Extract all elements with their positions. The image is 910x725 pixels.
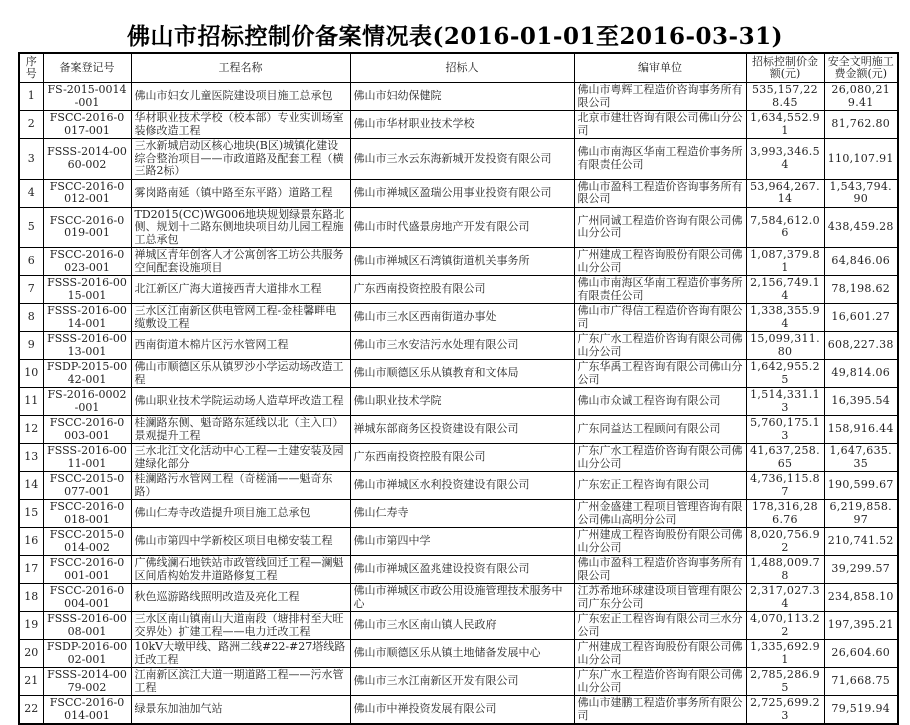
header-seq: 序号 [19, 53, 43, 83]
cell-review-unit: 佛山市众诚工程咨询有限公司 [574, 388, 746, 416]
cell-tenderer: 佛山市三水安洁污水处理有限公司 [350, 332, 574, 360]
table-header-row [19, 53, 898, 83]
cell-project-name: 佛山仁寿寺改造提升项目施工总承包 [131, 500, 350, 528]
cell-project-name: 桂澜路东侧、魁奇路东延线以北（主入口）景观提升工程 [131, 416, 350, 444]
cell-registration-no: FSCC-2016-0003-001 [43, 416, 131, 444]
cell-registration-no: FSSS-2016-0014-001 [43, 304, 131, 332]
cell-tenderer: 佛山市时代盛景房地产开发有限公司 [350, 207, 574, 248]
cell-safety-fee: 64,846.06 [824, 248, 898, 276]
cell-registration-no: FSSS-2016-0011-001 [43, 444, 131, 472]
table-row [19, 444, 898, 472]
cell-review-unit: 佛山市建鹏工程造价事务所有限公司 [574, 696, 746, 725]
cell-project-name: 西南街道木棉片区污水管网工程 [131, 332, 350, 360]
cell-safety-fee: 158,916.44 [824, 416, 898, 444]
cell-registration-no: FSCC-2016-0018-001 [43, 500, 131, 528]
table-row [19, 360, 898, 388]
table-row [19, 612, 898, 640]
cell-control-price: 2,317,027.34 [746, 584, 824, 612]
table-row [19, 304, 898, 332]
cell-control-price: 1,335,692.91 [746, 640, 824, 668]
cell-control-price: 535,157,228.45 [746, 83, 824, 111]
cell-seq: 6 [19, 248, 43, 276]
cell-review-unit: 广州金盛建工程项目管理咨询有限公司佛山高明分公司 [574, 500, 746, 528]
cell-registration-no: FSSS-2014-0079-002 [43, 668, 131, 696]
record-table [18, 52, 899, 725]
cell-registration-no: FSCC-2016-0017-001 [43, 111, 131, 139]
cell-registration-no: FSDP-2015-0042-001 [43, 360, 131, 388]
cell-tenderer: 佛山市三水区西南街道办事处 [350, 304, 574, 332]
table-row [19, 696, 898, 725]
cell-control-price: 53,964,267.14 [746, 179, 824, 207]
cell-tenderer: 广东西南投资控股有限公司 [350, 276, 574, 304]
cell-tenderer: 佛山市禅城区水利投资建设有限公司 [350, 472, 574, 500]
cell-project-name: 佛山市第四中学新校区项目电梯安装工程 [131, 528, 350, 556]
cell-seq: 21 [19, 668, 43, 696]
cell-registration-no: FSCC-2016-0004-001 [43, 584, 131, 612]
cell-control-price: 41,637,258.65 [746, 444, 824, 472]
cell-control-price: 2,725,699.23 [746, 696, 824, 725]
cell-seq: 16 [19, 528, 43, 556]
table-row [19, 388, 898, 416]
table-row [19, 332, 898, 360]
cell-control-price: 5,760,175.13 [746, 416, 824, 444]
cell-control-price: 3,993,346.54 [746, 139, 824, 180]
cell-safety-fee: 210,741.52 [824, 528, 898, 556]
table-row [19, 179, 898, 207]
cell-registration-no: FSCC-2016-0001-001 [43, 556, 131, 584]
cell-tenderer: 佛山市禅城区石湾镇街道机关事务所 [350, 248, 574, 276]
cell-safety-fee: 1,543,794.90 [824, 179, 898, 207]
cell-seq: 5 [19, 207, 43, 248]
cell-control-price: 2,785,286.95 [746, 668, 824, 696]
cell-registration-no: FS-2016-0002-001 [43, 388, 131, 416]
cell-tenderer: 佛山市中禅投资发展有限公司 [350, 696, 574, 725]
cell-project-name: 禅城区青年创客人才公寓创客工坊公共服务空间配套设施项目 [131, 248, 350, 276]
cell-seq: 20 [19, 640, 43, 668]
cell-control-price: 1,642,955.25 [746, 360, 824, 388]
cell-registration-no: FSCC-2015-0077-001 [43, 472, 131, 500]
cell-seq: 18 [19, 584, 43, 612]
header-review-unit: 编审单位 [574, 53, 746, 83]
cell-tenderer: 佛山仁寿寺 [350, 500, 574, 528]
cell-safety-fee: 26,080,219.41 [824, 83, 898, 111]
cell-seq: 7 [19, 276, 43, 304]
cell-safety-fee: 81,762.80 [824, 111, 898, 139]
cell-safety-fee: 78,198.62 [824, 276, 898, 304]
cell-seq: 4 [19, 179, 43, 207]
cell-seq: 22 [19, 696, 43, 725]
cell-review-unit: 广东广水工程造价咨询有限公司佛山分公司 [574, 332, 746, 360]
cell-safety-fee: 190,599.67 [824, 472, 898, 500]
cell-review-unit: 广东华禹工程咨询有限公司佛山分公司 [574, 360, 746, 388]
table-row [19, 139, 898, 180]
cell-safety-fee: 1,647,635.35 [824, 444, 898, 472]
table-row [19, 276, 898, 304]
cell-control-price: 1,488,009.78 [746, 556, 824, 584]
cell-control-price: 15,099,311.80 [746, 332, 824, 360]
cell-safety-fee: 26,604.60 [824, 640, 898, 668]
cell-control-price: 4,736,115.87 [746, 472, 824, 500]
cell-tenderer: 禅城东部商务区投资建设有限公司 [350, 416, 574, 444]
cell-project-name: 三水区江南新区供电管网工程-金桂馨畔电缆敷设工程 [131, 304, 350, 332]
cell-seq: 10 [19, 360, 43, 388]
cell-safety-fee: 71,668.75 [824, 668, 898, 696]
cell-safety-fee: 608,227.38 [824, 332, 898, 360]
header-registration-no: 备案登记号 [43, 53, 131, 83]
cell-project-name: 广佛线澜石地铁站市政管线回迁工程—澜魁区间盾构始发井道路修复工程 [131, 556, 350, 584]
cell-registration-no: FSCC-2016-0023-001 [43, 248, 131, 276]
cell-control-price: 1,514,331.13 [746, 388, 824, 416]
cell-tenderer: 佛山市华材职业技术学校 [350, 111, 574, 139]
cell-seq: 9 [19, 332, 43, 360]
cell-review-unit: 北京市建壮咨询有限公司佛山分公司 [574, 111, 746, 139]
cell-safety-fee: 79,519.94 [824, 696, 898, 725]
cell-registration-no: FSSS-2014-0060-002 [43, 139, 131, 180]
table-row [19, 500, 898, 528]
table-row [19, 111, 898, 139]
cell-project-name: 北江新区广海大道接西青大道排水工程 [131, 276, 350, 304]
cell-project-name: 佛山市顺德区乐从镇罗沙小学运动场改造工程 [131, 360, 350, 388]
cell-registration-no: FSSS-2016-0013-001 [43, 332, 131, 360]
cell-review-unit: 广州建成工程咨询股份有限公司佛山分公司 [574, 640, 746, 668]
cell-safety-fee: 6,219,858.97 [824, 500, 898, 528]
cell-project-name: 秋色巡游路线照明改造及亮化工程 [131, 584, 350, 612]
header-project-name: 工程名称 [131, 53, 350, 83]
cell-review-unit: 广州建成工程咨询股份有限公司佛山分公司 [574, 528, 746, 556]
cell-control-price: 178,316,286.76 [746, 500, 824, 528]
cell-review-unit: 广东广水工程造价咨询有限公司佛山分公司 [574, 668, 746, 696]
table-body [19, 83, 898, 725]
cell-registration-no: FS-2015-0014-001 [43, 83, 131, 111]
cell-seq: 17 [19, 556, 43, 584]
cell-review-unit: 佛山市粤辉工程造价咨询事务所有限公司 [574, 83, 746, 111]
cell-control-price: 4,070,113.22 [746, 612, 824, 640]
table-row [19, 416, 898, 444]
cell-registration-no: FSDP-2016-0002-001 [43, 640, 131, 668]
cell-tenderer: 佛山市禅城区盈兆建设投资有限公司 [350, 556, 574, 584]
cell-control-price: 2,156,749.14 [746, 276, 824, 304]
cell-review-unit: 佛山市盈科工程造价咨询事务所有限公司 [574, 556, 746, 584]
cell-seq: 11 [19, 388, 43, 416]
cell-review-unit: 广东同益达工程顾问有限公司 [574, 416, 746, 444]
cell-project-name: 桂澜路污水管网工程（奇槎涌——魁奇东路） [131, 472, 350, 500]
cell-seq: 8 [19, 304, 43, 332]
cell-registration-no: FSSS-2016-0015-001 [43, 276, 131, 304]
cell-control-price: 8,020,756.92 [746, 528, 824, 556]
cell-tenderer: 广东西南投资控股有限公司 [350, 444, 574, 472]
cell-tenderer: 佛山市妇幼保健院 [350, 83, 574, 111]
table-header [19, 53, 898, 83]
table-row [19, 556, 898, 584]
cell-project-name: 雾岗路南延（镇中路至东平路）道路工程 [131, 179, 350, 207]
page-title: 佛山市招标控制价备案情况表(2016-01-01至2016-03-31) [126, 23, 783, 50]
header-control-price: 招标控制价金额(元) [746, 53, 824, 83]
table-row [19, 472, 898, 500]
table-row [19, 248, 898, 276]
cell-project-name: TD2015(CC)WG006地块规划绿景东路北侧、规划十二路东侧地块项目幼儿园工程施工总承包 [131, 207, 350, 248]
cell-seq: 15 [19, 500, 43, 528]
cell-safety-fee: 16,395.54 [824, 388, 898, 416]
cell-tenderer: 佛山市第四中学 [350, 528, 574, 556]
cell-seq: 12 [19, 416, 43, 444]
cell-safety-fee: 16,601.27 [824, 304, 898, 332]
cell-tenderer: 佛山市三水江南新区开发有限公司 [350, 668, 574, 696]
cell-registration-no: FSCC-2016-0019-001 [43, 207, 131, 248]
table-row [19, 640, 898, 668]
cell-review-unit: 佛山市广得信工程造价咨询有限公司 [574, 304, 746, 332]
cell-control-price: 1,087,379.81 [746, 248, 824, 276]
table-row [19, 668, 898, 696]
cell-review-unit: 佛山市南海区华南工程造价事务所有限责任公司 [574, 139, 746, 180]
cell-tenderer: 佛山职业技术学院 [350, 388, 574, 416]
cell-registration-no: FSSS-2016-0008-001 [43, 612, 131, 640]
cell-tenderer: 佛山市三水云东海新城开发投资有限公司 [350, 139, 574, 180]
cell-review-unit: 广东广水工程造价咨询有限公司佛山分公司 [574, 444, 746, 472]
cell-review-unit: 广州同诚工程造价咨询有限公司佛山分公司 [574, 207, 746, 248]
cell-seq: 19 [19, 612, 43, 640]
cell-seq: 3 [19, 139, 43, 180]
cell-review-unit: 广东宏正工程咨询有限公司三水分公司 [574, 612, 746, 640]
cell-tenderer: 佛山市禅城区盈瑞公用事业投资有限公司 [350, 179, 574, 207]
table-row [19, 207, 898, 248]
cell-review-unit: 广东宏正工程咨询有限公司 [574, 472, 746, 500]
cell-safety-fee: 438,459.28 [824, 207, 898, 248]
cell-tenderer: 佛山市顺德区乐从镇土地储备发展中心 [350, 640, 574, 668]
cell-review-unit: 江苏希地环球建设项目管理有限公司广东分公司 [574, 584, 746, 612]
cell-registration-no: FSCC-2016-0014-001 [43, 696, 131, 725]
cell-seq: 14 [19, 472, 43, 500]
table-row [19, 528, 898, 556]
cell-review-unit: 广州建成工程咨询股份有限公司佛山分公司 [574, 248, 746, 276]
cell-project-name: 佛山职业技术学院运动场人造草坪改造工程 [131, 388, 350, 416]
cell-control-price: 7,584,612.06 [746, 207, 824, 248]
cell-safety-fee: 197,395.21 [824, 612, 898, 640]
header-safety-fee: 安全文明施工费金额(元) [824, 53, 898, 83]
cell-project-name: 佛山市妇女儿童医院建设项目施工总承包 [131, 83, 350, 111]
cell-control-price: 1,634,552.91 [746, 111, 824, 139]
cell-seq: 1 [19, 83, 43, 111]
cell-project-name: 江南新区滨江大道一期道路工程——污水管工程 [131, 668, 350, 696]
cell-registration-no: FSCC-2016-0012-001 [43, 179, 131, 207]
cell-project-name: 绿景东加油加气站 [131, 696, 350, 725]
cell-project-name: 华材职业技术学校（校本部）专业实训场室装修改造工程 [131, 111, 350, 139]
cell-seq: 2 [19, 111, 43, 139]
cell-project-name: 三水北江文化活动中心工程—土建安装及园建绿化部分 [131, 444, 350, 472]
cell-review-unit: 佛山市南海区华南工程造价事务所有限责任公司 [574, 276, 746, 304]
header-tenderer: 招标人 [350, 53, 574, 83]
cell-project-name: 10kV大墩甲线、路洲二线#22-#27塔线路迁改工程 [131, 640, 350, 668]
table-row [19, 584, 898, 612]
cell-safety-fee: 234,858.10 [824, 584, 898, 612]
cell-registration-no: FSCC-2015-0014-002 [43, 528, 131, 556]
cell-project-name: 三水区南山镇南山大道南段（塘排村至大旺交界处）扩建工程——电力迁改工程 [131, 612, 350, 640]
cell-safety-fee: 39,299.57 [824, 556, 898, 584]
cell-tenderer: 佛山市三水区南山镇人民政府 [350, 612, 574, 640]
cell-control-price: 1,338,355.94 [746, 304, 824, 332]
cell-review-unit: 佛山市盈科工程造价咨询事务所有限公司 [574, 179, 746, 207]
cell-seq: 13 [19, 444, 43, 472]
cell-safety-fee: 110,107.91 [824, 139, 898, 180]
cell-tenderer: 佛山市禅城区市政公用设施管理技术服务中心 [350, 584, 574, 612]
cell-tenderer: 佛山市顺德区乐从镇教育和文体局 [350, 360, 574, 388]
cell-safety-fee: 49,814.06 [824, 360, 898, 388]
table-row [19, 83, 898, 111]
cell-project-name: 三水新城启动区核心地块(B区)城镇化建设综合整治项目——市政道路及配套工程（横三路2标） [131, 139, 350, 180]
